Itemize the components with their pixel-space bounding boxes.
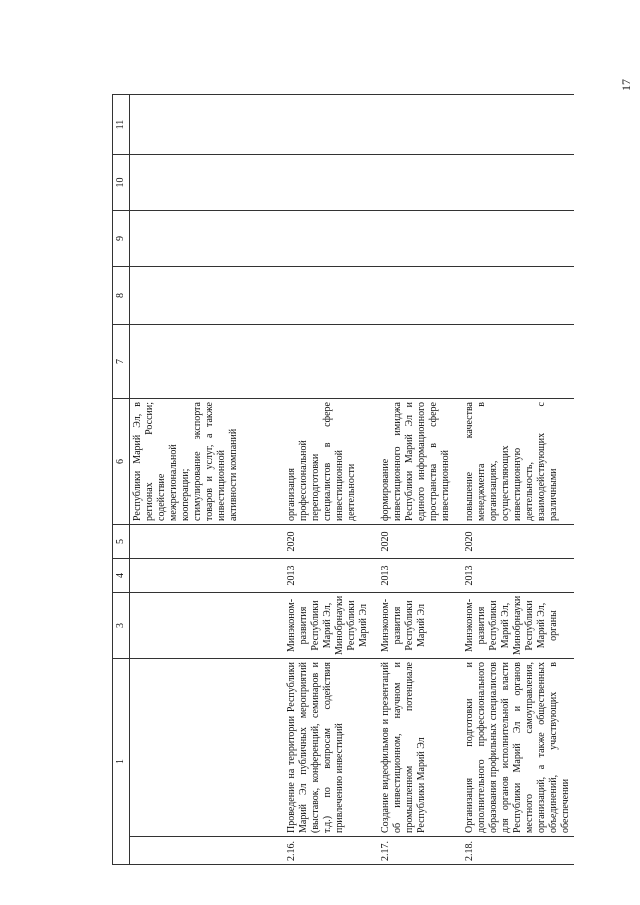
cell-end [130, 525, 285, 559]
cell-empty [378, 325, 462, 399]
cell-end: 2020 [462, 525, 574, 559]
column-header: 9 [113, 211, 130, 267]
cell-empty [462, 155, 574, 211]
cell-empty [130, 155, 285, 211]
cell-result: повышение качества менеджмента в организациях, осуществляющих инвестиционную деятельность, взаимодействующих с различными [462, 399, 574, 525]
column-header: 4 [113, 559, 130, 593]
cell-empty [130, 211, 285, 267]
column-header: 8 [113, 267, 130, 325]
cell-num: 2.16. [284, 837, 378, 865]
column-header: 3 [113, 593, 130, 659]
cell-empty [462, 211, 574, 267]
cell-start: 2013 [284, 559, 378, 593]
cell-result: Республики Марий Эл, в регионах России; содействие межрегиональной кооперации; стимулирование экспорта товаров и услуг, а также инвестиционной активности компаний [130, 399, 285, 525]
cell-empty [462, 95, 574, 155]
cell-empty [284, 155, 378, 211]
cell-result: формирование инвестиционного имиджа Республики Марий Эл и единого информационного пространства в сфере инвестиционной [378, 399, 462, 525]
plan-table [112, 94, 574, 865]
cell-result: организация профессиональной переподготовки специалистов в сфере инвестиционной деятельности [284, 399, 378, 525]
cell-executor: Минэконом-развития Республики Марий Эл, Минобрнауки Республики Марий Эл [284, 593, 378, 659]
cell-executor [130, 593, 285, 659]
column-header: 11 [113, 95, 130, 155]
cell-end: 2020 [284, 525, 378, 559]
table-row [462, 95, 574, 865]
column-header: 10 [113, 155, 130, 211]
cell-empty [130, 95, 285, 155]
rotated-document [112, 95, 571, 865]
cell-empty [284, 325, 378, 399]
cell-executor: Минэконом-развития Республики Марий Эл, Минобрнауки Республики Марий Эл, органы [462, 593, 574, 659]
cell-executor: Минэконом-развития Республики Марий Эл [378, 593, 462, 659]
cell-num: 2.17. [378, 837, 462, 865]
cell-empty [378, 155, 462, 211]
cell-name: Создание видеофильмов и презентаций об инвестиционном, научном и промышленном потенциале Республики Марий Эл [378, 659, 462, 837]
table-row [130, 95, 285, 865]
cell-start: 2013 [462, 559, 574, 593]
cell-name: Организация подготовки и дополнительного профессионального образования профильных специалистов для органов исполнительной власти Республики Марий Эл и органов местного самоуправления, организаций, а также общественных объединений, участвующих в обеспечении [462, 659, 574, 837]
cell-start: 2013 [378, 559, 462, 593]
cell-empty [378, 95, 462, 155]
cell-num: 2.18. [462, 837, 574, 865]
cell-empty [378, 211, 462, 267]
cell-empty [462, 267, 574, 325]
column-header: 1 [113, 659, 130, 865]
cell-empty [284, 211, 378, 267]
cell-empty [284, 267, 378, 325]
cell-empty [378, 267, 462, 325]
cell-start [130, 559, 285, 593]
page-number: 17 [619, 79, 633, 91]
cell-num [130, 837, 285, 865]
cell-empty [284, 95, 378, 155]
column-header: 6 [113, 399, 130, 525]
column-header: 5 [113, 525, 130, 559]
cell-end: 2020 [378, 525, 462, 559]
table-row [378, 95, 462, 865]
cell-name [130, 659, 285, 837]
cell-empty [130, 267, 285, 325]
cell-name: Проведение на территории Республики Марий Эл публичных мероприятий (выставок, конференций, семинаров и т.д.) по вопросам содействия привлечению инвестиций [284, 659, 378, 837]
cell-empty [130, 325, 285, 399]
table-row [284, 95, 378, 865]
header-row [113, 95, 130, 865]
column-header: 7 [113, 325, 130, 399]
cell-empty [462, 325, 574, 399]
